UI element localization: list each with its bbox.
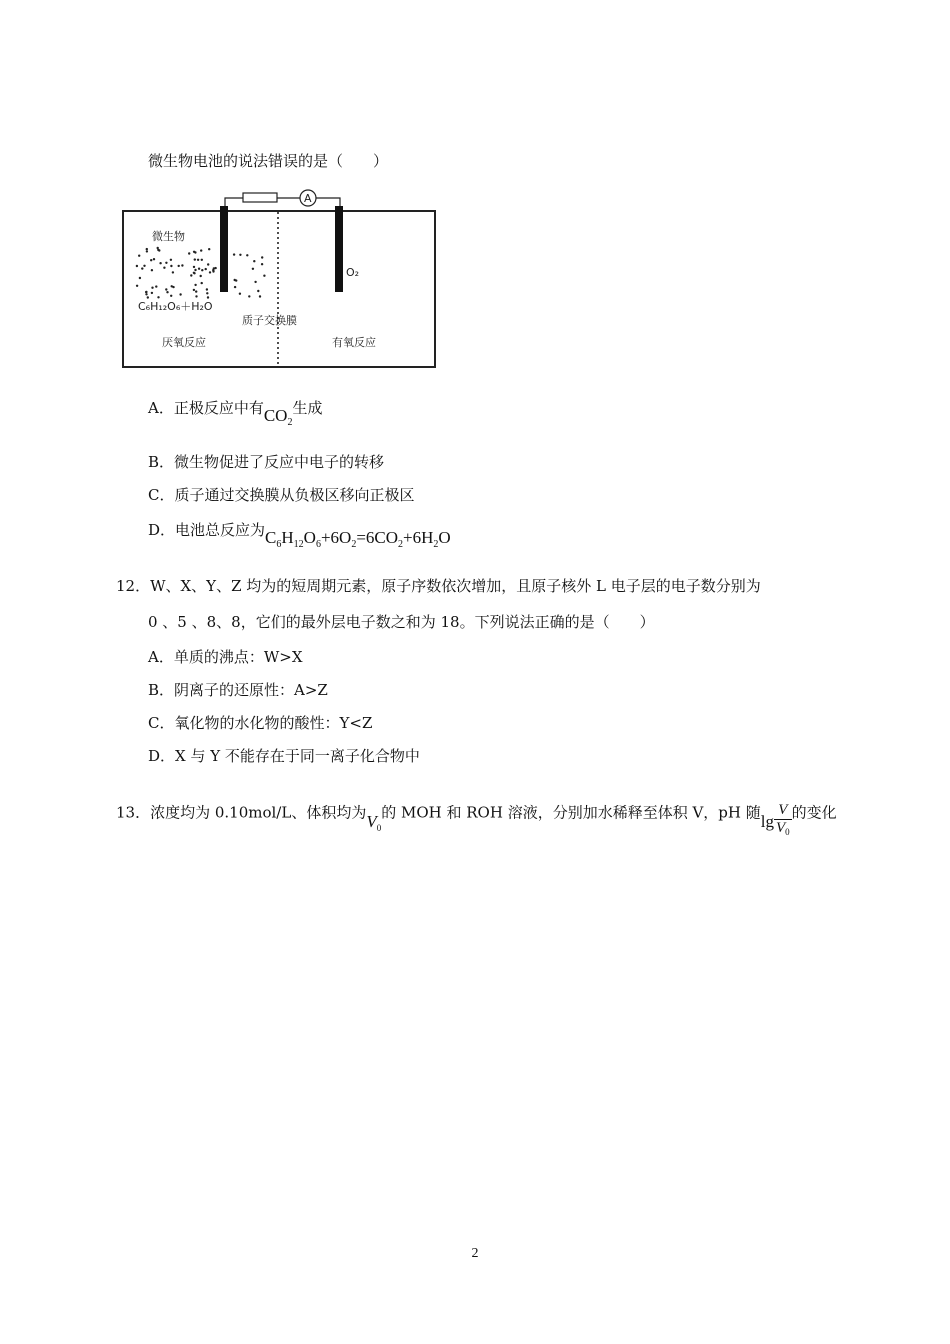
microbe-dot: [170, 295, 172, 297]
symbol-v0: $V_0$: [366, 811, 382, 833]
microbe-dot: [197, 259, 199, 261]
microbe-dot: [188, 252, 190, 254]
resistor-icon: [243, 193, 277, 202]
q11-stem: 微生物电池的说法错误的是（ ）: [148, 152, 389, 170]
microbe-dot: [234, 286, 236, 288]
microbe-dot: [261, 256, 263, 258]
microbe-dot: [146, 248, 148, 250]
microbe-dot: [139, 277, 141, 279]
microbe-dot: [136, 285, 138, 287]
microbe-dot: [136, 265, 138, 267]
microbe-dot: [254, 281, 256, 283]
microbe-dot: [195, 295, 197, 297]
ammeter-label: A: [304, 192, 312, 205]
q12-option-c: C．氧化物的水化物的酸性：Y<Z: [148, 714, 373, 732]
microbe-dot: [263, 275, 265, 277]
microbe-dot: [194, 269, 196, 271]
q12-option-d: D．X 与 Y 不能存在于同一离子化合物中: [148, 747, 420, 765]
microbe-dot: [193, 289, 195, 291]
microbe-dot: [207, 296, 209, 298]
microbe-dot: [145, 293, 147, 295]
page-number: 2: [471, 1246, 479, 1261]
microbe-dot: [193, 251, 195, 253]
microbe-dot: [214, 267, 216, 269]
microbe-dot: [179, 293, 181, 295]
q12-stem-line1: 12．W、X、Y、Z 均为的短周期元素，原子序数依次增加，且原子核外 L 电子层的电子数分别为: [116, 577, 761, 595]
microbe-dot: [170, 265, 172, 267]
microbe-dot: [201, 269, 203, 271]
microbe-dot: [153, 258, 155, 260]
microbial-cell-diagram: [118, 184, 438, 370]
microbe-dot: [201, 259, 203, 261]
microbe-dot: [195, 290, 197, 292]
microbe-dot: [208, 248, 210, 250]
microbe-dot: [141, 267, 143, 269]
label-membrane: 质子交换膜: [242, 314, 297, 327]
label-microbe: 微生物: [152, 230, 185, 243]
microbe-dot: [206, 288, 208, 290]
microbe-dot: [261, 263, 263, 265]
microbe-dot: [171, 285, 173, 287]
q11-option-a: A．正极反应中有$CO_2$生成: [148, 399, 323, 428]
microbe-dot: [166, 291, 168, 293]
q13-stem: 13．浓度均为 0.10mol/L、体积均为$V_0$的 MOH 和 ROH 溶液，分别加水稀释至体积 V，pH 随lg $\frac{V}{V_0}$ 的变化: [116, 794, 837, 833]
q12-option-b: B．阴离子的还原性：A>Z: [148, 681, 328, 699]
microbe-dot: [147, 296, 149, 298]
label-glucose: C₆H₁₂O₆＋H₂O: [138, 300, 213, 313]
microbe-dot: [163, 267, 165, 269]
microbe-dot: [239, 293, 241, 295]
microbe-dot: [257, 290, 259, 292]
microbe-dot: [172, 271, 174, 273]
microbe-dot: [200, 275, 202, 277]
microbe-dot: [157, 247, 159, 249]
microbe-dot: [150, 259, 152, 261]
microbe-dot: [198, 268, 200, 270]
q11-option-b: B．微生物促进了反应中电子的转移: [148, 453, 385, 471]
microbe-dot: [181, 264, 183, 266]
microbe-dot: [146, 250, 148, 252]
microbe-dot: [233, 253, 235, 255]
microbe-dot: [151, 292, 153, 294]
microbe-dot: [190, 274, 192, 276]
microbe-dot: [207, 263, 209, 265]
microbe-dot: [151, 287, 153, 289]
microbe-dot: [212, 270, 214, 272]
microbe-dot: [170, 259, 172, 261]
formula-co2: $CO_2$: [263, 406, 293, 428]
cathode-electrode: [335, 206, 343, 292]
microbe-dot: [253, 260, 255, 262]
microbe-dot: [234, 279, 236, 281]
microbe-dot: [159, 262, 161, 264]
anode-electrode: [220, 206, 228, 292]
microbe-dot: [138, 255, 140, 257]
microbe-dots: [136, 247, 266, 299]
microbe-dot: [194, 284, 196, 286]
microbe-dot: [239, 254, 241, 256]
microbe-dot: [157, 296, 159, 298]
microbe-dot: [178, 265, 180, 267]
microbe-dot: [201, 282, 203, 284]
microbe-dot: [246, 254, 248, 256]
fraction-v-over-v0: $\frac{V}{V_0}$: [776, 802, 790, 837]
microbe-dot: [206, 292, 208, 294]
microbe-dot: [194, 258, 196, 260]
microbe-dot: [248, 295, 250, 297]
q11-option-c: C．质子通过交换膜从负极区移向正极区: [148, 486, 415, 504]
microbe-dot: [259, 295, 261, 297]
microbe-dot: [205, 268, 207, 270]
microbe-dot: [165, 288, 167, 290]
microbe-dot: [151, 269, 153, 271]
label-aerobic: 有氧反应: [332, 336, 376, 349]
microbe-dot: [193, 272, 195, 274]
formula-total-reaction: $C_6H_{12}O_6+6O_2=6CO_2+6H_2O$: [265, 528, 451, 550]
microbe-dot: [165, 262, 167, 264]
microbe-dot: [193, 266, 195, 268]
microbe-dot: [143, 265, 145, 267]
microbe-dot: [209, 271, 211, 273]
q12-option-a: A．单质的沸点：W>X: [148, 648, 303, 666]
microbe-dot: [145, 291, 147, 293]
microbe-dot: [155, 285, 157, 287]
q12-stem-line2: 0 、5 、8、8，它们的最外层电子数之和为 18。下列说法正确的是（ ）: [148, 613, 655, 631]
q11-option-d: D．电池总反应为$C_6H_{12}O_6+6O_2=6CO_2+6H_2O$: [148, 521, 451, 550]
microbe-dot: [252, 268, 254, 270]
symbol-lg: lg: [760, 811, 774, 831]
label-anaerobic: 厌氧反应: [162, 336, 206, 349]
label-o2: O₂: [346, 266, 360, 279]
microbe-dot: [200, 249, 202, 251]
